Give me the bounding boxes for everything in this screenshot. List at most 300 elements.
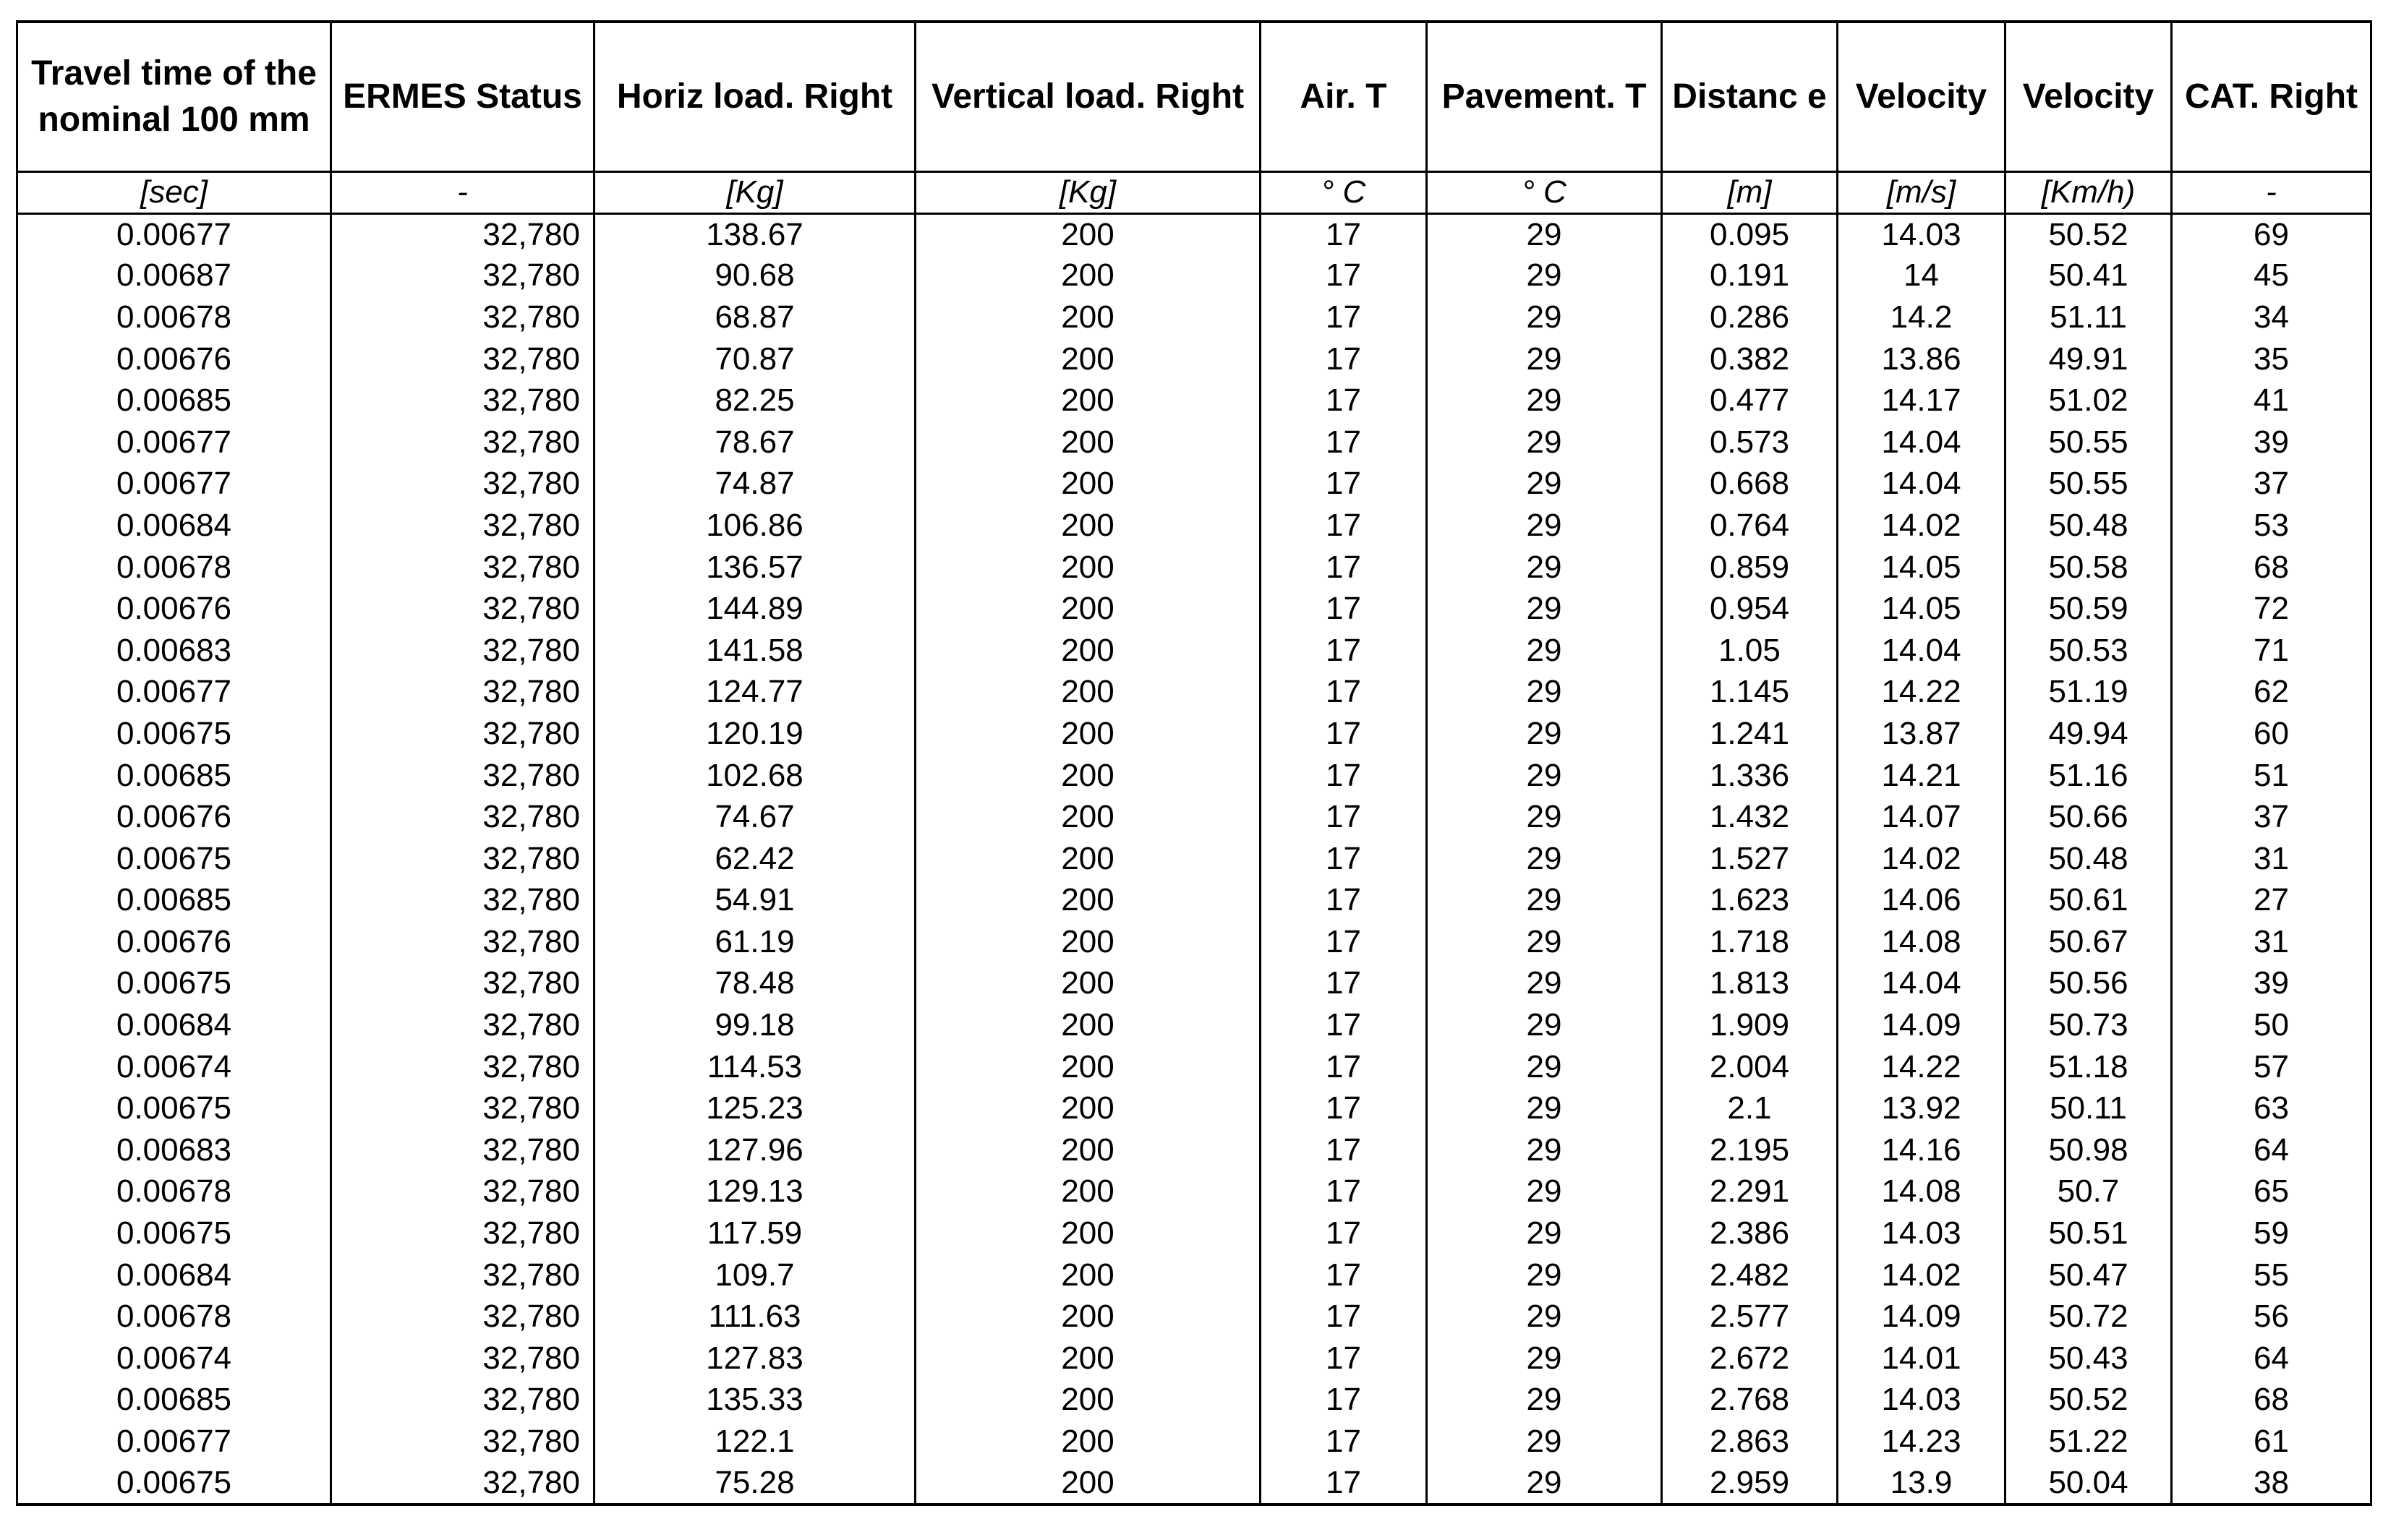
cell-pavement-temperature: 29 — [1427, 1129, 1662, 1171]
cell-cat-right: 39 — [2172, 963, 2371, 1005]
cell-travel-time: 0.00683 — [17, 630, 331, 672]
cell-ermes-status: 32,780 — [331, 1046, 594, 1088]
cell-horiz-load: 90.68 — [594, 255, 916, 297]
cell-velocity-kmh: 50.56 — [2005, 963, 2172, 1005]
cell-ermes-status: 32,780 — [331, 1212, 594, 1254]
cell-velocity-kmh: 50.58 — [2005, 547, 2172, 589]
cell-distance: 1.432 — [1662, 796, 1838, 838]
cell-air-temperature: 17 — [1261, 1004, 1427, 1046]
cell-horiz-load: 68.87 — [594, 296, 916, 338]
cell-ermes-status: 32,780 — [331, 213, 594, 255]
cell-cat-right: 71 — [2172, 630, 2371, 672]
cell-velocity-ms: 14.08 — [1838, 921, 2005, 963]
cell-distance: 0.095 — [1662, 213, 1838, 255]
cell-distance: 1.336 — [1662, 755, 1838, 797]
cell-pavement-temperature: 29 — [1427, 713, 1662, 755]
cell-cat-right: 72 — [2172, 588, 2371, 630]
header-pavement-temperature: Pavement. T — [1427, 22, 1662, 171]
cell-travel-time: 0.00685 — [17, 880, 331, 922]
cell-velocity-kmh: 50.48 — [2005, 838, 2172, 880]
cell-pavement-temperature: 29 — [1427, 1296, 1662, 1338]
cell-cat-right: 55 — [2172, 1254, 2371, 1296]
cell-pavement-temperature: 29 — [1427, 380, 1662, 422]
cell-velocity-ms: 14.03 — [1838, 213, 2005, 255]
cell-vertical-load: 200 — [916, 1046, 1261, 1088]
cell-air-temperature: 17 — [1261, 1046, 1427, 1088]
cell-pavement-temperature: 29 — [1427, 1338, 1662, 1379]
unit-cell: [Km/h) — [2005, 171, 2172, 213]
cell-ermes-status: 32,780 — [331, 1254, 594, 1296]
cell-vertical-load: 200 — [916, 1129, 1261, 1171]
cell-travel-time: 0.00675 — [17, 838, 331, 880]
table-row — [17, 1338, 2371, 1379]
cell-horiz-load: 138.67 — [594, 213, 916, 255]
cell-travel-time: 0.00684 — [17, 505, 331, 547]
cell-distance: 2.291 — [1662, 1171, 1838, 1213]
cell-air-temperature: 17 — [1261, 880, 1427, 922]
units-row — [17, 171, 2371, 213]
cell-vertical-load: 200 — [916, 505, 1261, 547]
cell-velocity-kmh: 50.47 — [2005, 1254, 2172, 1296]
cell-ermes-status: 32,780 — [331, 963, 594, 1005]
cell-travel-time: 0.00676 — [17, 921, 331, 963]
table-row — [17, 1046, 2371, 1088]
cell-travel-time: 0.00677 — [17, 1421, 331, 1463]
cell-horiz-load: 75.28 — [594, 1463, 916, 1505]
cell-ermes-status: 32,780 — [331, 672, 594, 714]
cell-ermes-status: 32,780 — [331, 1004, 594, 1046]
table-row — [17, 255, 2371, 297]
table-row — [17, 1129, 2371, 1171]
cell-velocity-ms: 14.05 — [1838, 547, 2005, 589]
cell-distance: 1.145 — [1662, 672, 1838, 714]
cell-air-temperature: 17 — [1261, 255, 1427, 297]
cell-velocity-ms: 14.23 — [1838, 1421, 2005, 1463]
cell-distance: 0.477 — [1662, 380, 1838, 422]
cell-ermes-status: 32,780 — [331, 505, 594, 547]
cell-velocity-kmh: 50.52 — [2005, 1379, 2172, 1421]
cell-vertical-load: 200 — [916, 296, 1261, 338]
cell-cat-right: 35 — [2172, 338, 2371, 380]
unit-cell: - — [331, 171, 594, 213]
cell-cat-right: 64 — [2172, 1338, 2371, 1379]
cell-ermes-status: 32,780 — [331, 463, 594, 505]
cell-air-temperature: 17 — [1261, 755, 1427, 797]
cell-pavement-temperature: 29 — [1427, 1463, 1662, 1505]
cell-horiz-load: 122.1 — [594, 1421, 916, 1463]
cell-horiz-load: 74.87 — [594, 463, 916, 505]
cell-travel-time: 0.00675 — [17, 1463, 331, 1505]
unit-cell: - — [2172, 171, 2371, 213]
cell-air-temperature: 17 — [1261, 1254, 1427, 1296]
cell-travel-time: 0.00677 — [17, 213, 331, 255]
cell-pavement-temperature: 29 — [1427, 213, 1662, 255]
cell-horiz-load: 135.33 — [594, 1379, 916, 1421]
cell-velocity-kmh: 50.67 — [2005, 921, 2172, 963]
cell-vertical-load: 200 — [916, 213, 1261, 255]
table-row — [17, 505, 2371, 547]
cell-pavement-temperature: 29 — [1427, 1254, 1662, 1296]
cell-air-temperature: 17 — [1261, 838, 1427, 880]
cell-travel-time: 0.00685 — [17, 1379, 331, 1421]
cell-horiz-load: 136.57 — [594, 547, 916, 589]
table-row — [17, 1463, 2371, 1505]
cell-velocity-kmh: 51.18 — [2005, 1046, 2172, 1088]
cell-travel-time: 0.00685 — [17, 380, 331, 422]
table-row — [17, 880, 2371, 922]
table-row — [17, 755, 2371, 797]
cell-air-temperature: 17 — [1261, 672, 1427, 714]
cell-travel-time: 0.00684 — [17, 1004, 331, 1046]
cell-ermes-status: 32,780 — [331, 713, 594, 755]
cell-cat-right: 64 — [2172, 1129, 2371, 1171]
cell-distance: 1.527 — [1662, 838, 1838, 880]
cell-vertical-load: 200 — [916, 921, 1261, 963]
table-row — [17, 338, 2371, 380]
cell-ermes-status: 32,780 — [331, 1463, 594, 1505]
table-row — [17, 1212, 2371, 1254]
cell-horiz-load: 54.91 — [594, 880, 916, 922]
cell-velocity-ms: 14.09 — [1838, 1296, 2005, 1338]
cell-travel-time: 0.00678 — [17, 296, 331, 338]
cell-pavement-temperature: 29 — [1427, 921, 1662, 963]
cell-velocity-ms: 14.04 — [1838, 422, 2005, 463]
cell-pavement-temperature: 29 — [1427, 880, 1662, 922]
table-row — [17, 796, 2371, 838]
cell-cat-right: 41 — [2172, 380, 2371, 422]
cell-ermes-status: 32,780 — [331, 380, 594, 422]
cell-air-temperature: 17 — [1261, 630, 1427, 672]
cell-vertical-load: 200 — [916, 463, 1261, 505]
table-row — [17, 1379, 2371, 1421]
cell-vertical-load: 200 — [916, 1338, 1261, 1379]
cell-air-temperature: 17 — [1261, 1212, 1427, 1254]
cell-travel-time: 0.00675 — [17, 1212, 331, 1254]
cell-vertical-load: 200 — [916, 547, 1261, 589]
cell-velocity-ms: 14 — [1838, 255, 2005, 297]
cell-travel-time: 0.00687 — [17, 255, 331, 297]
cell-distance: 2.004 — [1662, 1046, 1838, 1088]
cell-vertical-load: 200 — [916, 1421, 1261, 1463]
cell-vertical-load: 200 — [916, 588, 1261, 630]
cell-velocity-ms: 14.08 — [1838, 1171, 2005, 1213]
cell-ermes-status: 32,780 — [331, 755, 594, 797]
cell-ermes-status: 32,780 — [331, 255, 594, 297]
cell-pavement-temperature: 29 — [1427, 1212, 1662, 1254]
cell-cat-right: 60 — [2172, 713, 2371, 755]
cell-velocity-ms: 13.92 — [1838, 1087, 2005, 1129]
cell-air-temperature: 17 — [1261, 1463, 1427, 1505]
cell-cat-right: 34 — [2172, 296, 2371, 338]
cell-pavement-temperature: 29 — [1427, 422, 1662, 463]
cell-velocity-kmh: 50.04 — [2005, 1463, 2172, 1505]
cell-velocity-kmh: 50.55 — [2005, 463, 2172, 505]
cell-distance: 0.573 — [1662, 422, 1838, 463]
cell-horiz-load: 106.86 — [594, 505, 916, 547]
cell-velocity-kmh: 50.55 — [2005, 422, 2172, 463]
cell-vertical-load: 200 — [916, 1212, 1261, 1254]
cell-vertical-load: 200 — [916, 338, 1261, 380]
cell-air-temperature: 17 — [1261, 547, 1427, 589]
cell-pavement-temperature: 29 — [1427, 1421, 1662, 1463]
cell-velocity-kmh: 51.19 — [2005, 672, 2172, 714]
table-row — [17, 588, 2371, 630]
cell-travel-time: 0.00678 — [17, 1296, 331, 1338]
data-table-container — [16, 20, 2372, 1506]
cell-air-temperature: 17 — [1261, 1087, 1427, 1129]
cell-cat-right: 38 — [2172, 1463, 2371, 1505]
unit-cell: [Kg] — [594, 171, 916, 213]
cell-cat-right: 62 — [2172, 672, 2371, 714]
cell-air-temperature: 17 — [1261, 796, 1427, 838]
cell-vertical-load: 200 — [916, 963, 1261, 1005]
cell-distance: 0.191 — [1662, 255, 1838, 297]
cell-velocity-ms: 14.21 — [1838, 755, 2005, 797]
cell-ermes-status: 32,780 — [331, 1087, 594, 1129]
cell-cat-right: 59 — [2172, 1212, 2371, 1254]
cell-pavement-temperature: 29 — [1427, 296, 1662, 338]
cell-vertical-load: 200 — [916, 1171, 1261, 1213]
cell-horiz-load: 111.63 — [594, 1296, 916, 1338]
cell-vertical-load: 200 — [916, 838, 1261, 880]
cell-horiz-load: 78.67 — [594, 422, 916, 463]
cell-cat-right: 45 — [2172, 255, 2371, 297]
cell-cat-right: 37 — [2172, 796, 2371, 838]
unit-cell: [Kg] — [916, 171, 1261, 213]
cell-travel-time: 0.00685 — [17, 755, 331, 797]
table-row — [17, 1296, 2371, 1338]
cell-travel-time: 0.00674 — [17, 1338, 331, 1379]
header-row — [17, 22, 2371, 171]
cell-cat-right: 31 — [2172, 838, 2371, 880]
cell-horiz-load: 109.7 — [594, 1254, 916, 1296]
cell-horiz-load: 124.77 — [594, 672, 916, 714]
cell-velocity-ms: 14.01 — [1838, 1338, 2005, 1379]
cell-ermes-status: 32,780 — [331, 1338, 594, 1379]
cell-air-temperature: 17 — [1261, 713, 1427, 755]
cell-velocity-kmh: 49.94 — [2005, 713, 2172, 755]
cell-travel-time: 0.00676 — [17, 588, 331, 630]
cell-velocity-ms: 14.05 — [1838, 588, 2005, 630]
cell-velocity-ms: 14.03 — [1838, 1212, 2005, 1254]
cell-velocity-ms: 14.16 — [1838, 1129, 2005, 1171]
cell-distance: 1.623 — [1662, 880, 1838, 922]
cell-travel-time: 0.00675 — [17, 963, 331, 1005]
cell-pavement-temperature: 29 — [1427, 547, 1662, 589]
cell-ermes-status: 32,780 — [331, 588, 594, 630]
cell-velocity-kmh: 50.43 — [2005, 1338, 2172, 1379]
header-velocity-ms: Velocity — [1838, 22, 2005, 171]
cell-velocity-kmh: 51.11 — [2005, 296, 2172, 338]
cell-air-temperature: 17 — [1261, 1338, 1427, 1379]
cell-horiz-load: 114.53 — [594, 1046, 916, 1088]
cell-horiz-load: 127.96 — [594, 1129, 916, 1171]
cell-velocity-ms: 13.9 — [1838, 1463, 2005, 1505]
cell-travel-time: 0.00684 — [17, 1254, 331, 1296]
cell-cat-right: 61 — [2172, 1421, 2371, 1463]
cell-cat-right: 57 — [2172, 1046, 2371, 1088]
unit-cell: ° C — [1427, 171, 1662, 213]
header-air-temperature: Air. T — [1261, 22, 1427, 171]
unit-cell: [m] — [1662, 171, 1838, 213]
cell-velocity-kmh: 50.52 — [2005, 213, 2172, 255]
cell-velocity-ms: 14.03 — [1838, 1379, 2005, 1421]
cell-velocity-ms: 14.04 — [1838, 463, 2005, 505]
cell-velocity-kmh: 50.11 — [2005, 1087, 2172, 1129]
cell-pavement-temperature: 29 — [1427, 838, 1662, 880]
cell-travel-time: 0.00676 — [17, 338, 331, 380]
cell-ermes-status: 32,780 — [331, 630, 594, 672]
table-body — [17, 213, 2371, 1505]
header-distance: Distanc e — [1662, 22, 1838, 171]
cell-horiz-load: 141.58 — [594, 630, 916, 672]
cell-travel-time: 0.00677 — [17, 672, 331, 714]
cell-horiz-load: 125.23 — [594, 1087, 916, 1129]
cell-velocity-kmh: 49.91 — [2005, 338, 2172, 380]
table-row — [17, 713, 2371, 755]
cell-air-temperature: 17 — [1261, 505, 1427, 547]
table-row — [17, 1421, 2371, 1463]
cell-ermes-status: 32,780 — [331, 1296, 594, 1338]
table-row — [17, 1004, 2371, 1046]
cell-horiz-load: 99.18 — [594, 1004, 916, 1046]
cell-cat-right: 65 — [2172, 1171, 2371, 1213]
table-row — [17, 1171, 2371, 1213]
cell-ermes-status: 32,780 — [331, 838, 594, 880]
cell-distance: 0.382 — [1662, 338, 1838, 380]
cell-travel-time: 0.00674 — [17, 1046, 331, 1088]
cell-velocity-kmh: 50.48 — [2005, 505, 2172, 547]
cell-distance: 2.959 — [1662, 1463, 1838, 1505]
cell-travel-time: 0.00675 — [17, 713, 331, 755]
cell-velocity-ms: 14.02 — [1838, 505, 2005, 547]
cell-ermes-status: 32,780 — [331, 547, 594, 589]
table-row — [17, 422, 2371, 463]
table-row — [17, 921, 2371, 963]
cell-velocity-ms: 14.07 — [1838, 796, 2005, 838]
cell-vertical-load: 200 — [916, 380, 1261, 422]
cell-travel-time: 0.00676 — [17, 796, 331, 838]
cell-vertical-load: 200 — [916, 630, 1261, 672]
cell-air-temperature: 17 — [1261, 921, 1427, 963]
cell-air-temperature: 17 — [1261, 380, 1427, 422]
cell-velocity-kmh: 51.16 — [2005, 755, 2172, 797]
table-row — [17, 380, 2371, 422]
cell-vertical-load: 200 — [916, 755, 1261, 797]
cell-horiz-load: 127.83 — [594, 1338, 916, 1379]
cell-velocity-ms: 14.17 — [1838, 380, 2005, 422]
cell-velocity-kmh: 50.72 — [2005, 1296, 2172, 1338]
cell-vertical-load: 200 — [916, 1379, 1261, 1421]
cell-velocity-ms: 14.06 — [1838, 880, 2005, 922]
cell-velocity-kmh: 50.51 — [2005, 1212, 2172, 1254]
cell-velocity-kmh: 50.73 — [2005, 1004, 2172, 1046]
cell-ermes-status: 32,780 — [331, 1129, 594, 1171]
cell-pavement-temperature: 29 — [1427, 1379, 1662, 1421]
cell-vertical-load: 200 — [916, 713, 1261, 755]
cell-ermes-status: 32,780 — [331, 796, 594, 838]
cell-air-temperature: 17 — [1261, 213, 1427, 255]
cell-air-temperature: 17 — [1261, 963, 1427, 1005]
cell-pavement-temperature: 29 — [1427, 588, 1662, 630]
cell-horiz-load: 117.59 — [594, 1212, 916, 1254]
cell-pavement-temperature: 29 — [1427, 255, 1662, 297]
measurement-table — [16, 20, 2372, 1506]
cell-horiz-load: 120.19 — [594, 713, 916, 755]
table-row — [17, 963, 2371, 1005]
cell-horiz-load: 61.19 — [594, 921, 916, 963]
cell-distance: 0.764 — [1662, 505, 1838, 547]
cell-vertical-load: 200 — [916, 422, 1261, 463]
cell-ermes-status: 32,780 — [331, 1171, 594, 1213]
cell-vertical-load: 200 — [916, 1004, 1261, 1046]
cell-distance: 1.718 — [1662, 921, 1838, 963]
cell-cat-right: 68 — [2172, 547, 2371, 589]
cell-velocity-ms: 14.04 — [1838, 630, 2005, 672]
cell-horiz-load: 102.68 — [594, 755, 916, 797]
header-velocity-kmh: Velocity — [2005, 22, 2172, 171]
cell-horiz-load: 129.13 — [594, 1171, 916, 1213]
cell-velocity-ms: 13.86 — [1838, 338, 2005, 380]
cell-velocity-kmh: 50.98 — [2005, 1129, 2172, 1171]
table-row — [17, 463, 2371, 505]
cell-velocity-ms: 14.04 — [1838, 963, 2005, 1005]
table-row — [17, 1087, 2371, 1129]
cell-velocity-kmh: 50.53 — [2005, 630, 2172, 672]
cell-vertical-load: 200 — [916, 1254, 1261, 1296]
cell-distance: 0.286 — [1662, 296, 1838, 338]
cell-pavement-temperature: 29 — [1427, 755, 1662, 797]
cell-travel-time: 0.00678 — [17, 547, 331, 589]
cell-velocity-ms: 14.02 — [1838, 1254, 2005, 1296]
cell-pavement-temperature: 29 — [1427, 963, 1662, 1005]
cell-ermes-status: 32,780 — [331, 422, 594, 463]
cell-travel-time: 0.00675 — [17, 1087, 331, 1129]
cell-pavement-temperature: 29 — [1427, 1171, 1662, 1213]
cell-air-temperature: 17 — [1261, 1171, 1427, 1213]
cell-distance: 0.954 — [1662, 588, 1838, 630]
cell-cat-right: 63 — [2172, 1087, 2371, 1129]
cell-ermes-status: 32,780 — [331, 338, 594, 380]
unit-cell: ° C — [1261, 171, 1427, 213]
cell-air-temperature: 17 — [1261, 1379, 1427, 1421]
cell-distance: 2.768 — [1662, 1379, 1838, 1421]
table-row — [17, 1254, 2371, 1296]
header-ermes-status: ERMES Status — [331, 22, 594, 171]
cell-cat-right: 27 — [2172, 880, 2371, 922]
cell-air-temperature: 17 — [1261, 422, 1427, 463]
cell-distance: 2.386 — [1662, 1212, 1838, 1254]
table-row — [17, 213, 2371, 255]
cell-distance: 1.813 — [1662, 963, 1838, 1005]
cell-cat-right: 69 — [2172, 213, 2371, 255]
cell-distance: 0.859 — [1662, 547, 1838, 589]
cell-velocity-kmh: 50.59 — [2005, 588, 2172, 630]
cell-vertical-load: 200 — [916, 1463, 1261, 1505]
cell-air-temperature: 17 — [1261, 463, 1427, 505]
cell-ermes-status: 32,780 — [331, 1379, 594, 1421]
cell-ermes-status: 32,780 — [331, 1421, 594, 1463]
cell-vertical-load: 200 — [916, 255, 1261, 297]
cell-air-temperature: 17 — [1261, 296, 1427, 338]
cell-cat-right: 50 — [2172, 1004, 2371, 1046]
cell-travel-time: 0.00677 — [17, 422, 331, 463]
cell-air-temperature: 17 — [1261, 588, 1427, 630]
unit-cell: [sec] — [17, 171, 331, 213]
cell-velocity-kmh: 50.66 — [2005, 796, 2172, 838]
cell-pavement-temperature: 29 — [1427, 1046, 1662, 1088]
cell-vertical-load: 200 — [916, 796, 1261, 838]
